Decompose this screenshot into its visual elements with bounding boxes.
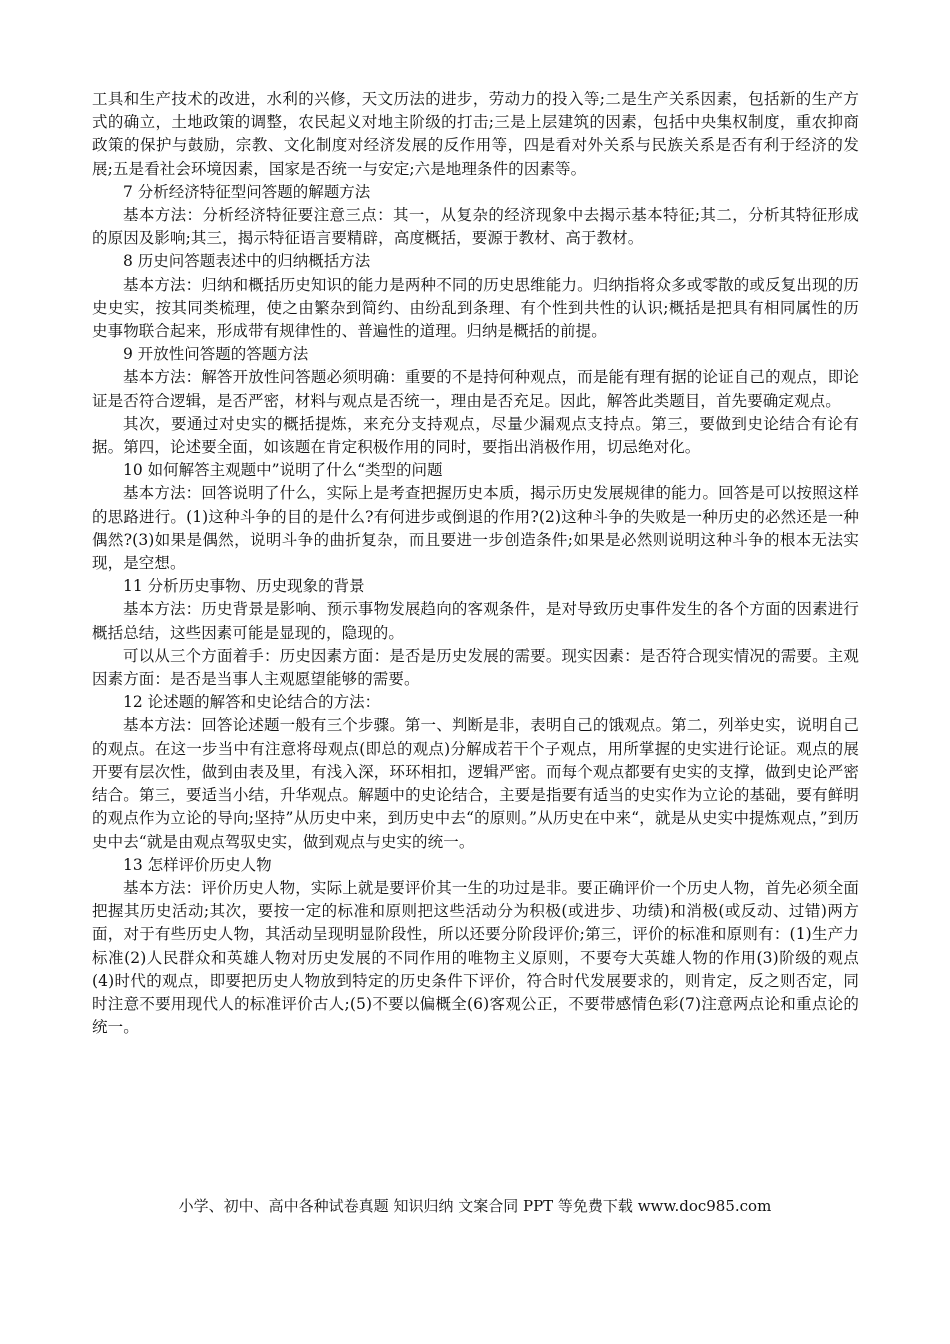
paragraph-section-13: 基本方法：评价历史人物，实际上就是要评价其一生的功过是非。要正确评价一个历史人物，首先必须全面把握其历史活动;其次，要按一定的标准和原则把这些活动分为积极(或进步、功绩)和消极(或反动、过错)两方面，对于有些历史人物，其活动呈现明显阶段性，所以还要分阶段评价;第三，评价的标准和原则有：(1)生产力标准(2)人民群众和英雄人物对历史发展的不同作用的唯物主义原则，不要夸大英雄人物的作用(3)阶级的观点(4)时代的观点，即要把历史人物放到特定的历史条件下评价，符合时代发展要求的，则肯定，反之则否定，同时注意不要用现代人的标准评价古人;(5)不要以偏概全(6)客观公正，不要带感情色彩(7)注意两点论和重点论的统一。 <box>92 878 859 1037</box>
paragraph-section-9-a: 基本方法：解答开放性问答题必须明确：重要的不是持何种观点，而是能有理有据的论证自己的观点，即论证是否符合逻辑，是否严密，材料与观点是否统一，理由是否充足。因此，解答此类题目，首先要确定观点。 <box>92 368 859 410</box>
paragraph-section-8: 基本方法：归纳和概括历史知识的能力是两种不同的历史思维能力。归纳指将众多或零散的或反复出现的历史史实，按其同类梳理，使之由繁杂到简约、由纷乱到条理、有个性到共性的认识;概括是把具有相同属性的历史事物联合起来，形成带有规律性的、普遍性的道理。归纳是概括的前提。 <box>92 275 859 341</box>
paragraph-section-10: 基本方法：回答说明了什么，实际上是考查把握历史本质，揭示历史发展规律的能力。回答是可以按照这样的思路进行。(1)这种斗争的目的是什么?有何进步或倒退的作用?(2)这种斗争的失败是一种历史的必然还是一种偶然?(3)如果是偶然，说明斗争的曲折复杂，而且要进一步创造条件;如果是必然则说明这种斗争的根本无法实现，是空想。 <box>92 484 859 573</box>
heading-section-11: 11 分析历史事物、历史现象的背景 <box>123 577 365 596</box>
document-body <box>92 88 859 1039</box>
heading-section-7: 7 分析经济特征型问答题的解题方法 <box>123 182 371 201</box>
heading-section-9: 9 开放性问答题的答题方法 <box>123 345 309 364</box>
page-footer: 小学、初中、高中各种试卷真题 知识归纳 文案合同 PPT 等免费下载 www.doc985.com <box>178 1197 772 1215</box>
paragraph-section-11-a: 基本方法：历史背景是影响、预示事物发展趋向的客观条件，是对导致历史事件发生的各个方面的因素进行概括总结，这些因素可能是显现的，隐现的。 <box>92 600 859 642</box>
paragraph-economic-factors: 工具和生产技术的改进，水利的兴修，天文历法的进步，劳动力的投入等;二是生产关系因素，包括新的生产方式的确立，土地政策的调整，农民起义对地主阶级的打击;三是上层建筑的因素，包括中央集权制度，重农抑商政策的保护与鼓励，宗教、文化制度对经济发展的反作用等，四是看对外关系与民族关系是否有利于经济的发展;五是看社会环境因素，国家是否统一与安定;六是地理条件的因素等。 <box>92 90 859 178</box>
heading-section-8: 8 历史问答题表述中的归纳概括方法 <box>123 252 371 271</box>
paragraph-section-11-b: 可以从三个方面着手：历史因素方面：是否是历史发展的需要。现实因素：是否符合现实情况的需要。主观因素方面：是否是当事人主观愿望能够的需要。 <box>92 646 859 689</box>
paragraph-section-7: 基本方法：分析经济特征要注意三点：其一，从复杂的经济现象中去揭示基本特征;其二，分析其特征形成的原因及影响;其三，揭示特征语言要精辟，高度概括，要源于教材、高于教材。 <box>92 206 859 248</box>
heading-section-12: 12 论述题的解答和史论结合的方法： <box>123 693 381 712</box>
paragraph-section-12: 基本方法：回答论述题一般有三个步骤。第一、判断是非，表明自己的饿观点。第二，列举史实，说明自己的观点。在这一步当中有注意将母观点(即总的观点)分解成若干个子观点，用所掌握的史实进行论证。观点的展开要有层次性，做到由表及里，有浅入深，环环相扣，逻辑严密。而每个观点都要有史实的支撑，做到史论严密结合。第三，要适当小结，升华观点。解题中的史论结合，主要是指要有适当的史实作为立论的基础，要有鲜明的观点作为立论的导向;坚持”从历史中来，到历史中去“的原则。”从历史在中来“，就是从史实中提炼观点，”到历史中去“就是由观点驾驭史实，做到观点与史实的统一。 <box>92 716 859 851</box>
paragraph-section-9-b: 其次，要通过对史实的概括提炼，来充分支持观点，尽量少漏观点支持点。第三，要做到史论结合有论有据。第四，论述要全面，如该题在肯定积极作用的同时，要指出消极作用，切忌绝对化。 <box>92 414 859 457</box>
heading-section-10: 10 如何解答主观题中”说明了什么“类型的问题 <box>123 461 443 480</box>
heading-section-13: 13 怎样评价历史人物 <box>123 855 272 874</box>
